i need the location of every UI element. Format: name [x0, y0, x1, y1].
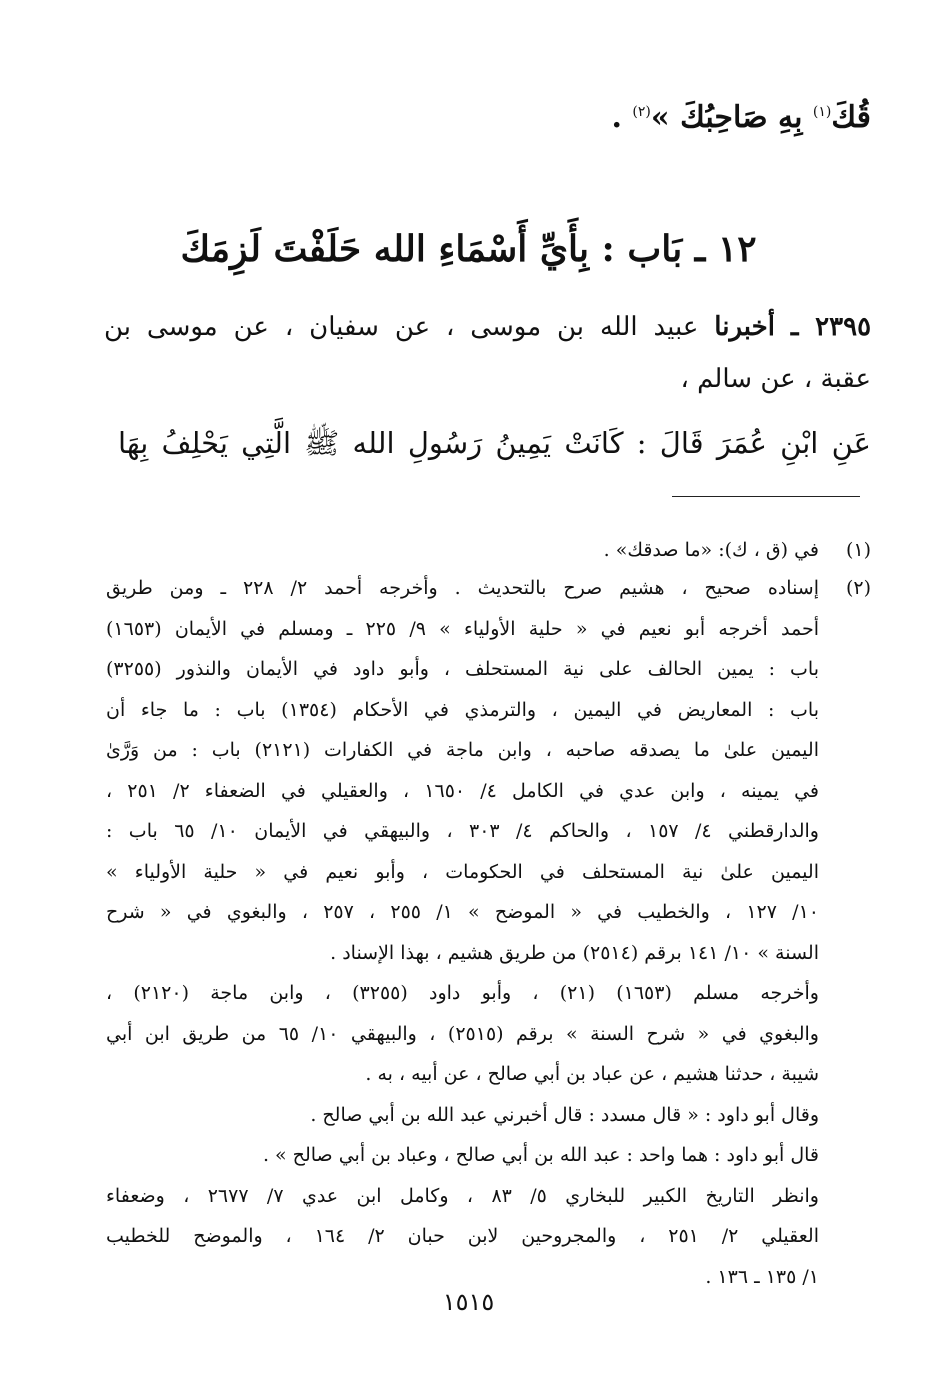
footnote-number: (١) [845, 539, 871, 561]
continuation-line [612, 100, 871, 135]
footnote-line: العقيلي ٢/ ٢٥١ ، والمجروحين لابن حبان ٢/ ١٦٤ ، والموضح للخطيب [106, 1225, 819, 1247]
footnote-line: باب : يمين الحالف على نية المستحلف ، وأبو داود في الأيمان والنذور (٣٢٥٥) [106, 658, 819, 680]
footnote-1 [106, 530, 871, 571]
footnote-line: اليمين علىٰ ما يصدقه صاحبه ، وابن ماجة في الكفارات (٢١٢١) باب : من وَرَّىٰ [106, 739, 819, 761]
footnote-row [106, 568, 871, 609]
footnote-row [106, 609, 871, 650]
footnote-row [106, 1216, 871, 1257]
continuation-text-b: بِهِ صَاحِبُكَ » [650, 100, 813, 135]
footnote-row [106, 973, 871, 1014]
continuation-text-a: قُكَ [831, 100, 871, 135]
hadith-line-2: عقبة ، عن سالم ، [680, 364, 871, 394]
footnote-ref-1: (١) [812, 104, 832, 120]
footnote-2 [106, 568, 871, 1297]
footnote-line: وقال أبو داود : « قال مسدد : قال أخبرني عبد الله بن أبي صالح . [310, 1103, 819, 1126]
footnote-line: السنة » ١٠/ ١٤١ برقم (٢٥١٤) من طريق هشيم ، بهذا الإسناد . [330, 941, 819, 964]
footnote-row [106, 730, 871, 771]
footnote-row [106, 771, 871, 812]
footnote-row [106, 852, 871, 893]
hadith-line-1-text: عبيد الله بن موسى ، عن سفيان ، عن موسى بن [104, 312, 699, 342]
hadith-number: ٢٣٩٥ ـ [790, 312, 872, 342]
continuation-text-c: . [611, 100, 633, 135]
footnote-row [106, 933, 871, 974]
footnote-row [106, 1054, 871, 1095]
footnote-line: أحمد أخرجه أبو نعيم في « حلية الأولياء » ٩/ ٢٢٥ ـ ومسلم في الأيمان (١٦٥٣) [106, 617, 819, 640]
hadith-matn-line: عَنِ ابْنِ عُمَرَ قَالَ : كَانَتْ يَمِينُ رَسُولِ الله ﷺ الَّتِي يَحْلِفُ بِهَا [118, 426, 871, 460]
footnote-row [106, 811, 871, 852]
footnote-row [106, 1135, 871, 1176]
footnote-line: قال أبو داود : هما واحد : عبد الله بن أبي صالح ، وعباد بن أبي صالح » . [262, 1144, 819, 1166]
footnote-row [106, 530, 871, 571]
footnote-row [106, 1014, 871, 1055]
footnote-ref-2: (٢) [632, 104, 651, 120]
footnote-line: شيبة ، حدثنا هشيم ، عن عباد بن أبي صالح ، عن أبيه ، به . [365, 1063, 819, 1085]
hadith-line-1 [104, 312, 871, 342]
footnote-line: باب : المعاريض في اليمين ، والترمذي في الأحكام (١٣٥٤) باب : ما جاء أن [106, 698, 819, 721]
footnote-separator [672, 496, 860, 497]
chapter-heading: ١٢ ـ بَاب : بِأَيِّ أَسْمَاءِ الله حَلَفْتَ لَزِمَكَ [180, 228, 757, 270]
footnote-line: اليمين علىٰ نية المستحلف في الحكومات ، وأبو نعيم في « حلية الأولياء » [106, 860, 819, 883]
footnote-line: والدارقطني ٤/ ١٥٧ ، والحاكم ٤/ ٣٠٣ ، والبيهقي في الأيمان ١٠/ ٦٥ باب : [106, 820, 819, 842]
page-number: ١٥١٥ [442, 1288, 495, 1316]
footnote-line: في يمينه ، وابن عدي في الكامل ٤/ ١٦٥٠ ، والعقيلي في الضعفاء ٢/ ٢٥١ ، [106, 779, 820, 802]
footnote-line: وأخرجه مسلم (١٦٥٣) (٢١) ، وأبو داود (٣٢٥٥) ، وابن ماجة (٢١٢٠) ، [106, 982, 819, 1004]
hadith-intro: أخبرنا [714, 312, 775, 342]
footnote-line: ١٠/ ١٢٧ ، والخطيب في « الموضح » ١/ ٢٥٥ ، ٢٥٧ ، والبغوي في « شرح [106, 901, 819, 923]
footnote-number: (٢) [845, 577, 871, 599]
footnote-row [106, 649, 871, 690]
footnote-line: وانظر التاريخ الكبير للبخاري ٥/ ٨٣ ، وكامل ابن عدي ٧/ ٢٦٧٧ ، وضعفاء [106, 1184, 819, 1207]
footnote-line: إسناده صحيح ، هشيم صرح بالتحديث . وأخرجه أحمد ٢/ ٢٢٨ ـ ومن طريق [106, 577, 819, 599]
footnote-line: والبغوي في « شرح السنة » برقم (٢٥١٥) ، والبيهقي ١٠/ ٦٥ من طريق ابن أبي [106, 1022, 819, 1045]
footnote-text: في (ق ، ك): «ما صدقك» . [603, 539, 819, 561]
footnote-row [106, 690, 871, 731]
footnote-row [106, 1095, 871, 1136]
footnote-line: ١/ ١٣٥ ـ ١٣٦ . [705, 1265, 819, 1288]
footnote-row [106, 892, 871, 933]
footnote-row [106, 1176, 871, 1217]
